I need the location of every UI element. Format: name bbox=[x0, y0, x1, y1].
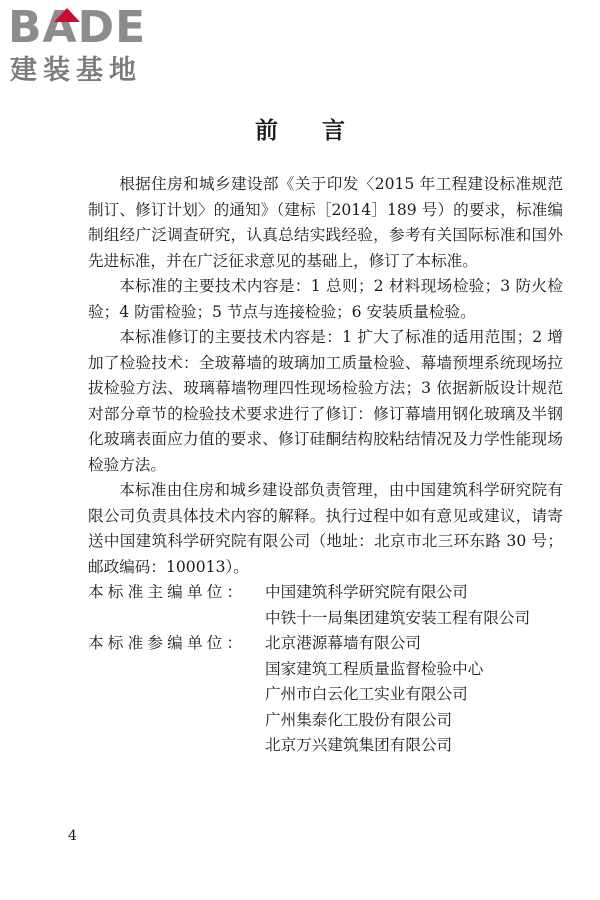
paragraph-management: 本标准由住房和城乡建设部负责管理，由中国建筑科学研究院有限公司负责具体技术内容的解释。执行过程中如有意见或建议，请寄送中国建筑科学研究院有限公司（地址：北京市北三环东路 30 号；邮政编码：100013）。 bbox=[88, 481, 563, 576]
page-title: 前言 bbox=[255, 117, 389, 144]
participating-unit-name: 北京港源幕墙有限公司 bbox=[265, 634, 421, 652]
chief-units-section bbox=[88, 580, 563, 631]
preface-body bbox=[88, 172, 563, 759]
participating-unit-name: 北京万兴建筑集团有限公司 bbox=[265, 736, 453, 754]
participating-unit-name: 广州集泰化工股份有限公司 bbox=[265, 710, 453, 729]
chief-units-label: 本标准主编单位： bbox=[88, 583, 247, 601]
participating-units-label: 本标准参编单位： bbox=[88, 634, 247, 652]
paragraph-revision-basis: 根据住房和城乡建设部《关于印发〈2015 年工程建设标准规范制订、修订计划〉的通知》（建标［2014］189 号）的要求，标准编制组经广泛调查研究，认真总结实践经验，参考有关国际标准和国外先进标准，并在广泛征求意见的基础上，修订了本标准。 bbox=[88, 175, 563, 270]
participating-unit-name: 国家建筑工程质量监督检验中心 bbox=[265, 659, 484, 678]
page-number: 4 bbox=[68, 828, 77, 844]
chief-unit-name: 中铁十一局集团建筑安装工程有限公司 bbox=[265, 608, 531, 627]
logo-brand-text: BADE bbox=[8, 2, 147, 53]
chief-unit-name: 中国建筑科学研究院有限公司 bbox=[265, 583, 468, 601]
logo-subtitle: 建装基地 bbox=[10, 55, 142, 86]
bade-logo bbox=[8, 2, 183, 90]
paragraph-revision-contents: 本标准修订的主要技术内容是：1 扩大了标准的适用范围；2 增加了检验技术：全玻幕墙的玻璃加工质量检验、幕墙预埋系统现场拉拔检验方法、玻璃幕墙物理四性现场检验方法；3 依据新版设计规范对部分章节的检验技术要求进行了修订：修订幕墙用钢化玻璃及半钢化玻璃表面应力值的要求、修订硅酮结构胶粘结情况及力学性能现场检验方法。 bbox=[88, 328, 563, 474]
logo-accent-triangle bbox=[54, 8, 80, 22]
participating-unit-name: 广州市白云化工实业有限公司 bbox=[265, 685, 468, 703]
participating-units-section bbox=[88, 631, 563, 759]
paragraph-main-contents: 本标准的主要技术内容是：1 总则；2 材料现场检验；3 防火检验；4 防雷检验；5 节点与连接检验；6 安装质量检验。 bbox=[88, 277, 563, 321]
